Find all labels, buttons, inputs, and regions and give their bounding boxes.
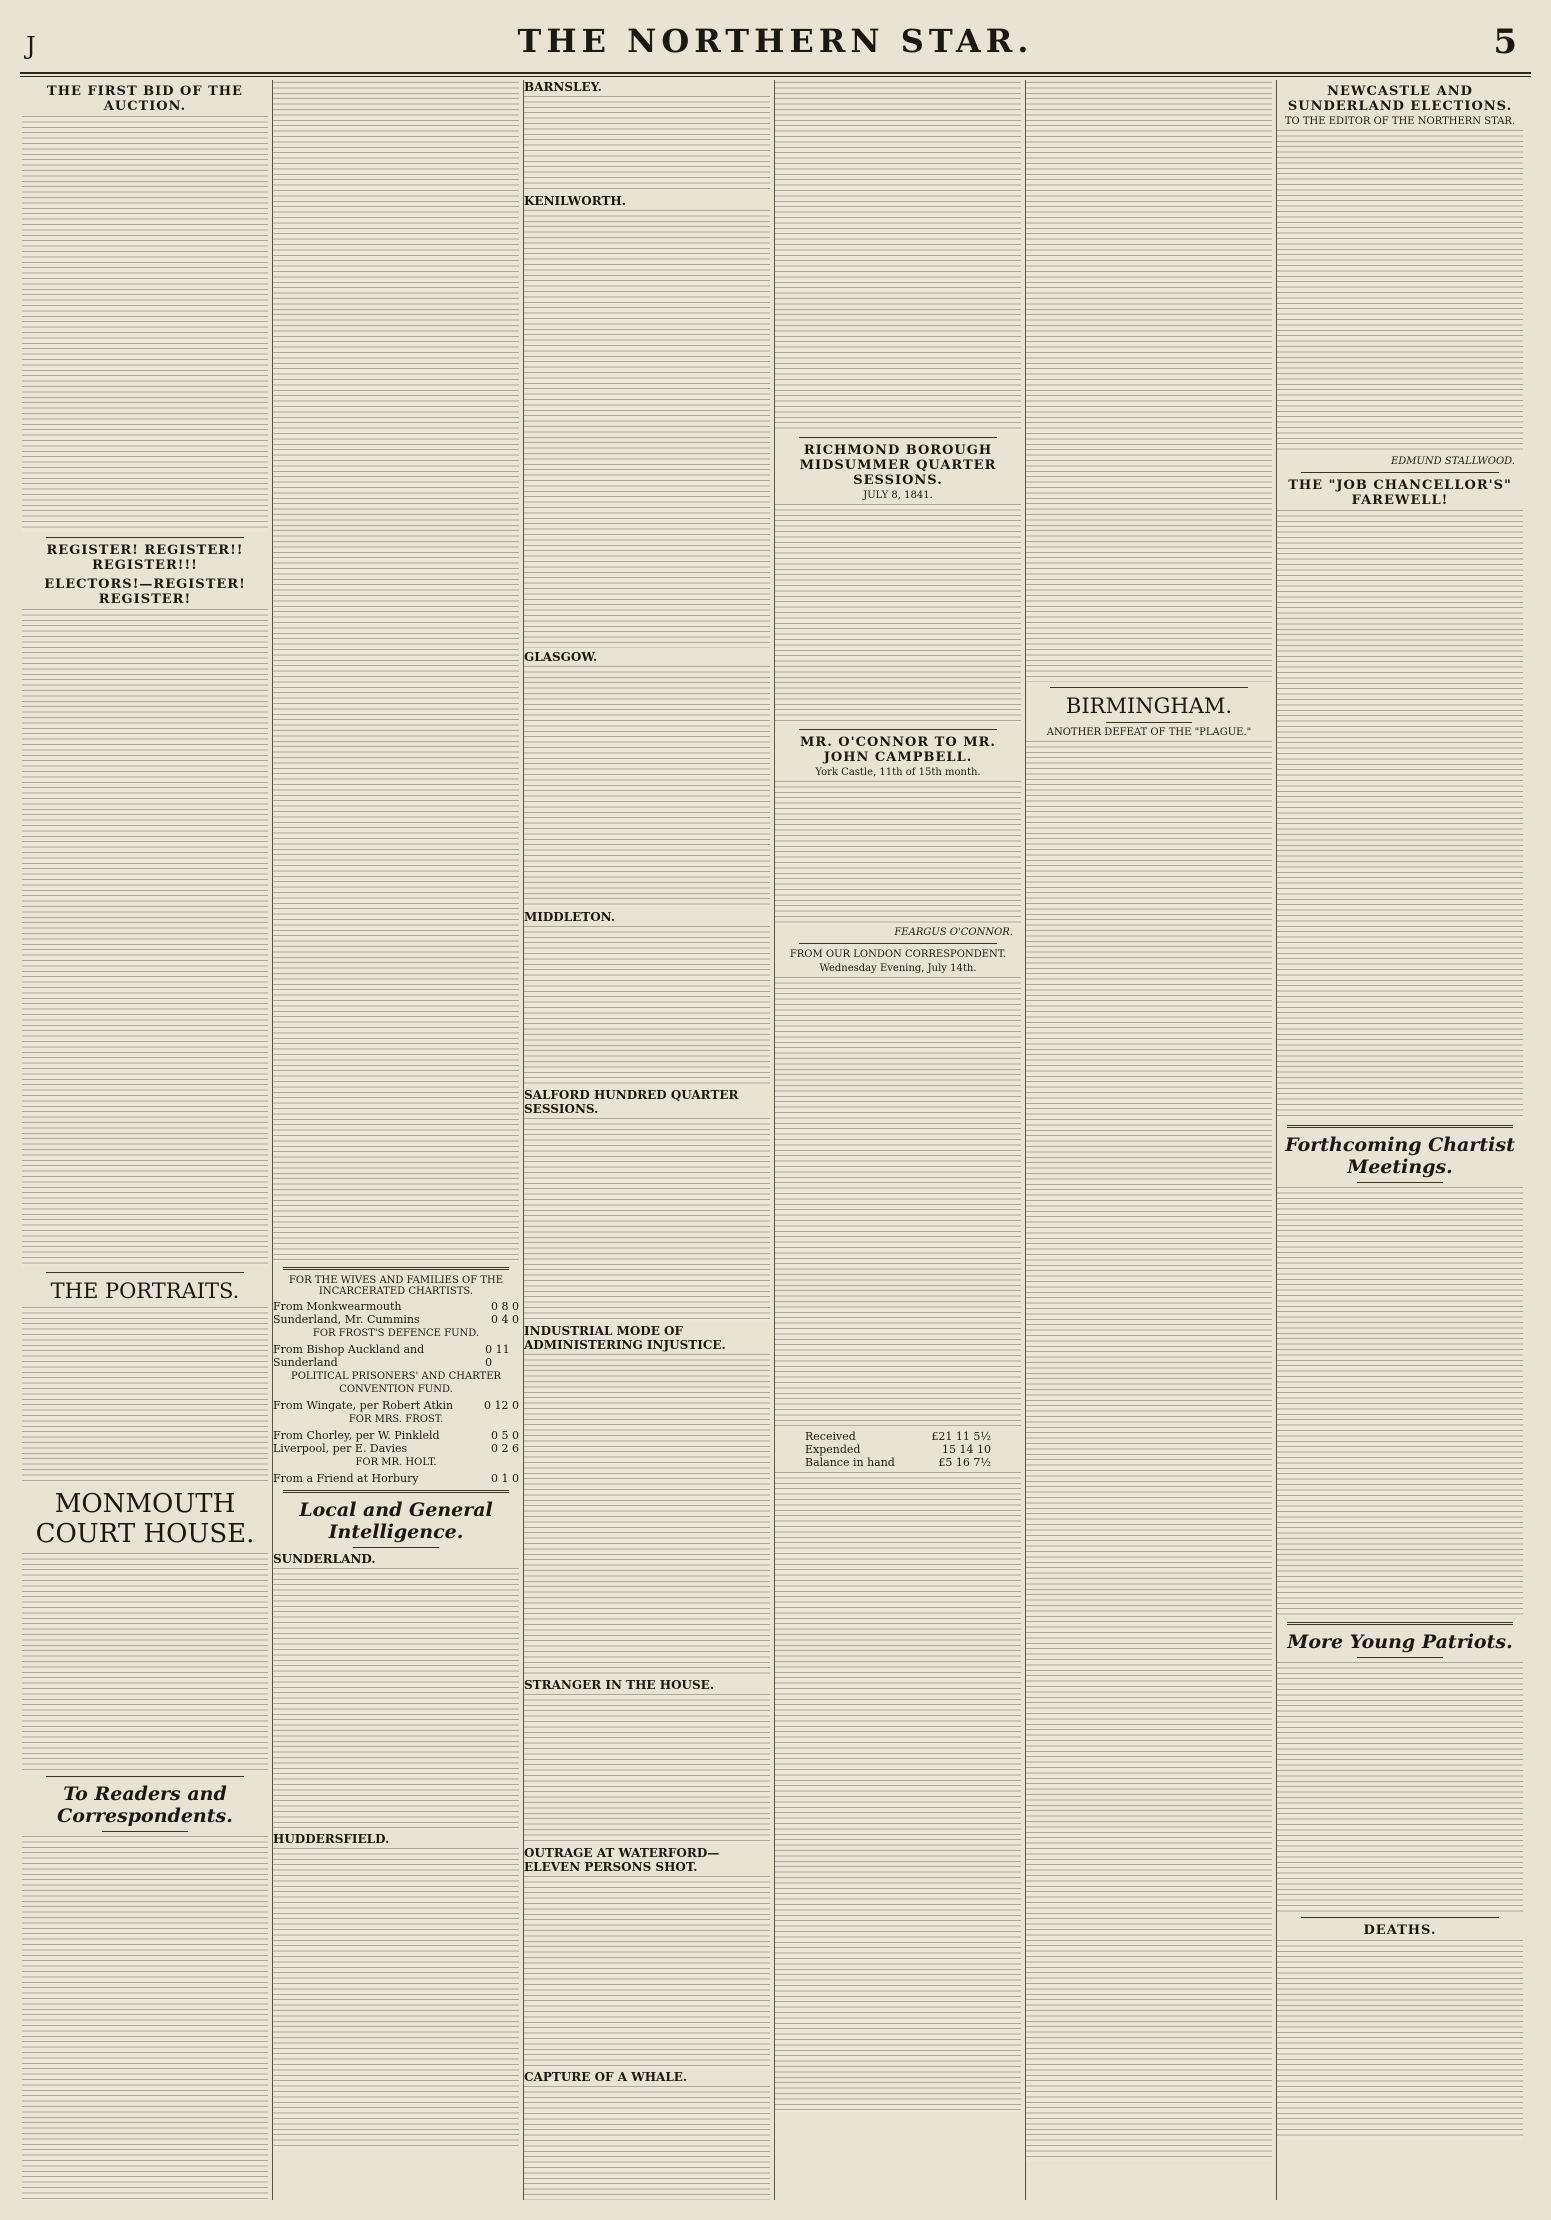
section-rule [1357, 1657, 1443, 1658]
headline-young-patriots: More Young Patriots. [1287, 1631, 1513, 1653]
subheading-london: FROM OUR LONDON CORRESPONDENT. [789, 949, 1007, 960]
section-outrage: OUTRAGE AT WATERFORD—ELEVEN PERSONS SHOT. [524, 1846, 720, 1874]
ledger-row: Sunderland, Mr. Cummins 0 4 0 [273, 1313, 519, 1326]
article-body [775, 977, 1021, 1427]
article-body [22, 116, 268, 532]
finance-account [805, 1430, 991, 1469]
ledger-row: From Bishop Auckland and Sunderland 0 11 0 [273, 1343, 510, 1369]
article-body [1026, 741, 1272, 2161]
section-rule [1357, 1182, 1443, 1183]
article-body [775, 1472, 1021, 2112]
subscription-heading: FOR MRS. FROST. [348, 1414, 444, 1425]
ledger-row: From Monkwearmouth 0 8 0 [273, 1300, 519, 1313]
headline-electors: ELECTORS!—REGISTER! REGISTER! [44, 577, 246, 607]
subscription-heading: FOR THE WIVES AND FAMILIES OF THE INCARCERATED CHARTISTS. [288, 1275, 504, 1297]
section-rule [283, 1267, 509, 1270]
headline-chancellor: THE "JOB CHANCELLOR'S" FAREWELL! [1288, 478, 1512, 508]
section-rule [283, 1490, 509, 1493]
section-rule [799, 437, 997, 438]
section-rule [799, 729, 997, 730]
section-rule [1287, 1622, 1513, 1625]
dateline: Wednesday Evening, July 14th. [819, 963, 977, 974]
article-body [1277, 1940, 1523, 2140]
headline-oconnor-letter: MR. O'CONNOR TO MR. JOHN CAMPBELL. [800, 735, 996, 765]
ledger-row: Liverpool, per E. Davies 0 2 6 [273, 1442, 519, 1455]
headline-portraits: THE PORTRAITS. [50, 1279, 240, 1303]
signature: FEARGUS O'CONNOR. [894, 927, 1013, 938]
headline-birmingham: BIRMINGHAM. [1065, 694, 1233, 718]
ledger-row: From Chorley, per W. Pinkleld 0 5 0 [273, 1429, 519, 1442]
masthead [20, 14, 1531, 72]
ledger-row: From Wingate, per Robert Atkin 0 12 0 [273, 1399, 519, 1412]
headline-forthcoming: Forthcoming Chartist Meetings. [1285, 1134, 1515, 1178]
article-body [524, 1694, 770, 1844]
article-body [273, 1568, 519, 1830]
subscription-list [273, 1300, 519, 1485]
article-body [22, 1307, 268, 1483]
article-body [22, 609, 268, 1267]
article-body [775, 82, 1021, 432]
article-body [775, 781, 1021, 925]
column-5 [1026, 80, 1272, 2200]
subscription-heading: FOR FROST'S DEFENCE FUND. [312, 1328, 480, 1339]
section-rule [46, 1776, 244, 1777]
column-1 [22, 80, 268, 2200]
headline-readers: To Readers and Correspondents. [57, 1783, 233, 1827]
headline-local: Local and General Intelligence. [299, 1499, 493, 1543]
section-stranger: STRANGER IN THE HOUSE. [524, 1678, 714, 1692]
article-body [22, 1553, 268, 1771]
article-body [524, 210, 770, 648]
article-body [273, 82, 519, 1262]
column-3 [524, 80, 770, 2200]
subheading-to-editor: TO THE EDITOR OF THE NORTHERN STAR. [1284, 116, 1516, 127]
ledger-row: From a Friend at Horbury 0 1 0 [273, 1472, 519, 1485]
subscription-heading: POLITICAL PRISONERS' AND CHARTER CONVENTION FUND. [290, 1371, 502, 1395]
section-kenilworth: KENILWORTH. [524, 194, 626, 208]
headline-first-bid: THE FIRST BID OF THE AUCTION. [47, 84, 243, 114]
subheading-plague: ANOTHER DEFEAT OF THE "PLAGUE." [1046, 727, 1252, 738]
article-body [524, 926, 770, 1086]
signature: EDMUND STALLWOOD. [1390, 456, 1515, 467]
subscription-heading: FOR MR. HOLT. [355, 1457, 437, 1468]
section-whale: CAPTURE OF A WHALE. [524, 2070, 688, 2084]
edition-fragment: J [26, 32, 36, 60]
section-middleton: MIDDLETON. [524, 910, 616, 924]
article-body [1277, 1662, 1523, 1912]
article-body [1026, 82, 1272, 682]
headline-richmond: RICHMOND BOROUGH MIDSUMMER QUARTER SESSIONS. [799, 443, 997, 488]
dateline: York Castle, 11th of 15th month. [815, 767, 981, 778]
article-body [1277, 130, 1523, 454]
section-rule [1301, 472, 1499, 473]
section-rule [46, 1272, 244, 1273]
article-body [524, 666, 770, 908]
headline-monmouth: MONMOUTH COURT HOUSE. [35, 1489, 255, 1549]
article-body [1277, 1187, 1523, 1617]
article-body [273, 1848, 519, 2150]
section-rule [102, 1831, 188, 1832]
section-glasgow: GLASGOW. [524, 650, 598, 664]
headline-newcastle: NEWCASTLE AND SUNDERLAND ELECTIONS. [1287, 84, 1513, 114]
section-salford: SALFORD HUNDRED QUARTER SESSIONS. [524, 1088, 739, 1116]
section-rule [799, 943, 997, 944]
masthead-rule-thin [20, 76, 1531, 77]
headline-deaths: DEATHS. [1363, 1923, 1437, 1938]
section-rule [46, 537, 244, 538]
page-number: 5 [1493, 22, 1517, 62]
section-sunderland: SUNDERLAND. [273, 1552, 376, 1566]
column-2 [273, 80, 519, 2200]
section-rule [1287, 1125, 1513, 1128]
article-body [1277, 510, 1523, 1120]
article-body [524, 1118, 770, 1322]
finance-row: Balance in hand £5 16 7½ [805, 1456, 991, 1469]
section-rule [353, 1547, 439, 1548]
article-body [775, 504, 1021, 724]
section-barnsley: BARNSLEY. [524, 80, 602, 94]
section-industrial: INDUSTRIAL MODE OF ADMINISTERING INJUSTICE. [524, 1324, 726, 1352]
section-huddersfield: HUDDERSFIELD. [273, 1832, 390, 1846]
section-rule [1301, 1917, 1499, 1918]
finance-row: Received £21 11 5½ [805, 1430, 991, 1443]
article-body [524, 2086, 770, 2200]
article-body [524, 96, 770, 192]
masthead-rule [20, 72, 1531, 74]
article-body [524, 1354, 770, 1676]
section-rule [1050, 687, 1248, 688]
finance-row: Expended 15 14 10 [805, 1443, 991, 1456]
article-body [524, 1876, 770, 2068]
article-body [22, 1836, 268, 2200]
column-4 [775, 80, 1021, 2200]
headline-register: REGISTER! REGISTER!! REGISTER!!! [46, 543, 244, 573]
newspaper-title: THE NORTHERN STAR. [517, 22, 1034, 60]
section-rule [1106, 722, 1192, 723]
column-6 [1277, 80, 1523, 2200]
dateline: JULY 8, 1841. [863, 490, 933, 501]
